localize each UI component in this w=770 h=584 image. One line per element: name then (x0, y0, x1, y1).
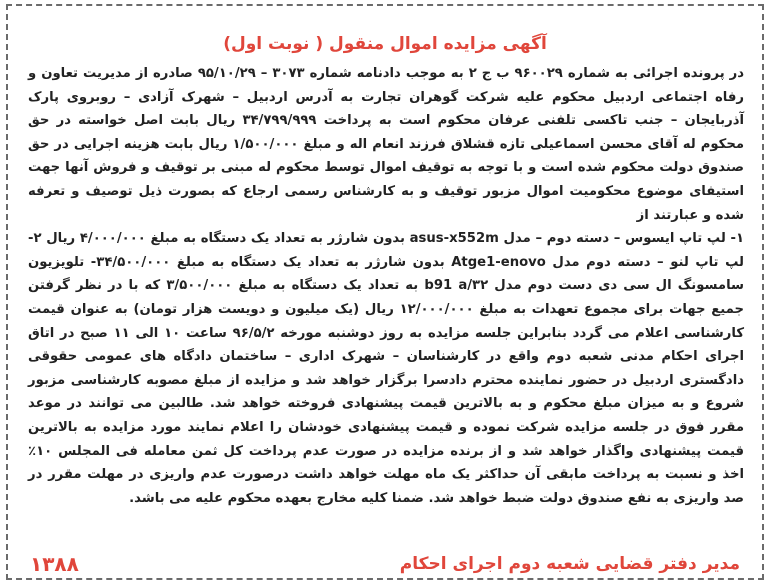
notice-paragraph-case: در پرونده اجرائی به شماره ۹۶۰۰۲۹ ب ج ۲ به موجب دادنامه شماره ۳۰۷۳ – ۹۵/۱۰/۲۹ صادره از مدیریت تعاون و رفاه اجتماعی اردبیل محکوم علیه شرکت گوهران تجارت به آدرس اردبیل – شهرک آزادی – روبروی پارک آذربایجان – جنب تاکسی تلفنی عرفان محکوم است به پرداخت ۳۴/۷۹۹/۹۹۹ ریال بابت اصل خواسته در حق محکوم له آقای محسن اسماعیلی تازه قشلاق فرزند انعام اله و مبلغ ۱/۵۰۰/۰۰۰ ریال بابت هزینه اجرایی در حق صندوق دولت محکوم شده است و با توجه به توقیف اموال توسط محکوم له مبنی بر توقیف و فروش آنها جهت استیفای موضوع محکومیت اموال مزبور توقیف و به کارشناس رسمی ارجاع که بصورت ذیل توصیف و تعرفه شده و عبارتند از (28, 66, 745, 223)
signature-row (24, 554, 746, 578)
notice-body (28, 62, 744, 510)
ad-number: ۱۳۸۸ (30, 552, 79, 576)
notice-title: آگهی مزایده اموال منقول ( نوبت اول) (223, 34, 547, 54)
notice-paragraph-items: ۱- لپ تاپ ایسوس – دسته دوم – مدل asus-x552m بدون شارژر به تعداد یک دستگاه به مبلغ ۴/۰۰۰/۰۰۰ ریال ۲- لپ تاپ لنو – دسته دوم مدل Atge1-enovo بدون شارژر به تعداد یک دستگاه به مبلغ ۳۴/۵۰۰/۰۰۰- تلویزیون سامسونگ ال سی دی دست دوم مدل ۳۲/b91 a به تعداد یک دستگاه به مبلغ ۳/۵۰۰/۰۰۰ که با در نظر گرفتن جمیع جهات برای مجموع تعهدات به مبلغ ۱۲/۰۰۰/۰۰۰ ریال (یک میلیون و دویست هزار تومان) به عنوان قیمت کارشناسی اعلام می گردد بنابراین جلسه مزایده به روز دوشنبه مورخه ۹۶/۵/۲ ساعت ۱۰ الی ۱۱ صبح در اتاق اجرای احکام مدنی شعبه دوم واقع در کارشناسان – شهرک اداری – ساختمان دادگاه های عمومی حقوقی دادگستری اردبیل در حضور نماینده محترم دادسرا برگزار خواهد شد و مزایده از مبلغ مصوبه کارشناسی مزبور شروع و به میزان مبلغ محکوم و به بالاترین قیمت پیشنهادی فروخته خواهد شد. طالبین می توانند در موعد مقرر فوق در جلسه مزایده شرکت نموده و قیمت پیشنهادی خودشان را اعلام نمایند مورد مزایده به بالاترین قیمت پیشنهادی واگذار خواهد شد و از برنده مزایده در صورت عدم پرداخت کل ثمن معامله فی المجلس ۱۰٪ اخذ و نسبت به پرداخت مابقی آن حداکثر یک ماه مهلت خواهد داشت درصورت عدم واریزی در مهلت مقرر در صد واریزی به نفع صندوق دولت ضبط خواهد شد. ضمنا کلیه مخارج بعهده محکوم علیه می باشد. (28, 231, 744, 506)
signer-title: مدیر دفتر قضایی شعبه دوم اجرای احکام (399, 554, 740, 574)
